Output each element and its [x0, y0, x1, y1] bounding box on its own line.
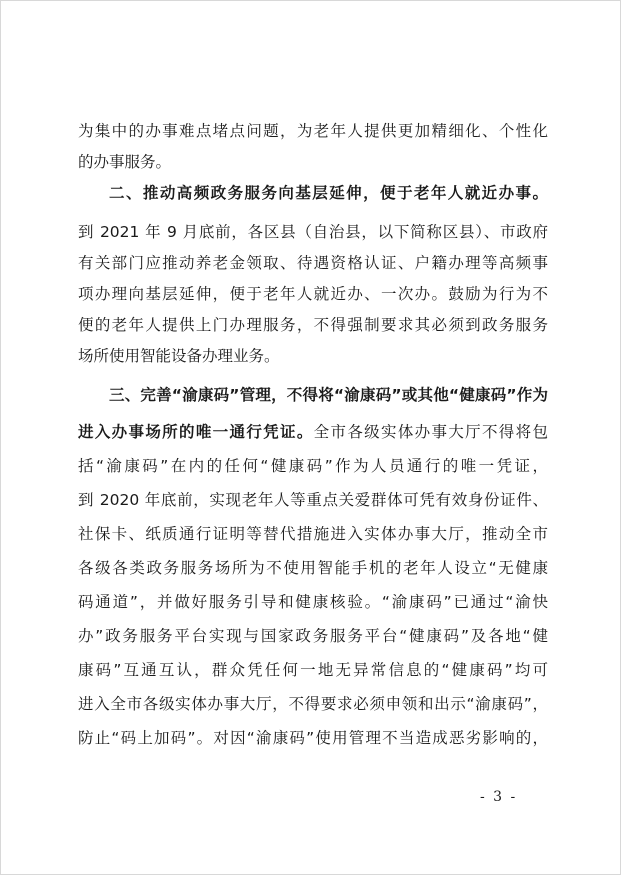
paragraph-line: 项办理向基层延伸，便于老年人就近办、一次办。鼓励为行为不: [78, 285, 548, 303]
paragraph-line: 防止“码上加码”。对因“渝康码”使用管理不当造成恶劣影响的，: [78, 729, 548, 747]
paragraph-line: 各级各类政务服务场所为不使用智能手机的老年人设立“无健康: [78, 559, 548, 577]
section-3-heading: 三、完善“渝康码”管理，不得将“渝康码”或其他“健康码”作为: [109, 386, 548, 404]
paragraph-line: 社保卡、纸质通行证明等替代措施进入实体办事大厅，推动全市: [78, 525, 548, 543]
section-3-heading-bold: 进入办事场所的唯一通行凭证。: [78, 423, 314, 441]
paragraph-line: 进入全市各级实体办事大厅，不得要求必须申领和出示“渝康码”，: [78, 695, 548, 713]
section-3-heading-continued: [78, 422, 548, 442]
section-3-body-start: 全市各级实体办事大厅不得将包: [313, 423, 548, 441]
paragraph-line: 有关部门应推动养老金领取、待遇资格认证、户籍办理等高频事: [78, 254, 548, 272]
paragraph-line: 码通道”，并做好服务引导和健康核验。“渝康码”已通过“渝快: [78, 593, 548, 611]
page-number: - 3 -: [480, 789, 518, 805]
section-2-heading: 二、推动高频政务服务向基层延伸，便于老年人就近办事。: [109, 184, 548, 202]
paragraph-line: 场所使用智能设备办理业务。: [78, 347, 280, 365]
paragraph-line: 到 2021 年 9 月底前，各区县（自治县，以下简称区县）、市政府: [78, 223, 548, 241]
paragraph-line: 为集中的办事难点堵点问题，为老年人提供更加精细化、个性化: [78, 122, 548, 140]
paragraph-line: 的办事服务。: [78, 153, 172, 171]
paragraph-line: 便的老年人提供上门办理服务，不得强制要求其必须到政务服务: [78, 316, 548, 334]
paragraph-line: 办”政务服务平台实现与国家政务服务平台“健康码”及各地“健: [78, 627, 548, 645]
paragraph-line: 到 2020 年底前，实现老年人等重点关爱群体可凭有效身份证件、: [78, 491, 548, 509]
paragraph-line: 康码”互通互认，群众凭任何一地无异常信息的“健康码”均可: [78, 661, 548, 679]
paragraph-line: 括“渝康码”在内的任何“健康码”作为人员通行的唯一凭证，: [78, 457, 548, 475]
